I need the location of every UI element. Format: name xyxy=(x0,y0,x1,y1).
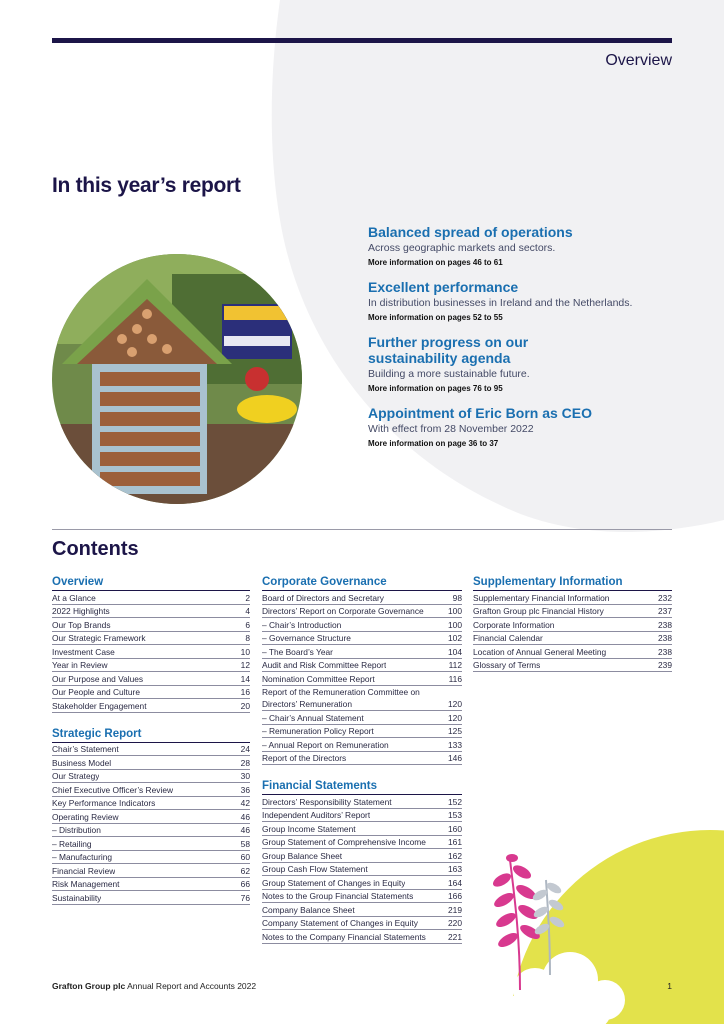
contents-entry[interactable] xyxy=(52,837,250,851)
contents-entry-label: Group Statement of Changes in Equity xyxy=(262,877,406,888)
contents-entry-label: Financial Calendar xyxy=(473,633,543,643)
contents-entry-page: 120 xyxy=(448,699,462,709)
contents-entry-page: 153 xyxy=(448,810,462,820)
contents-entry-page: 238 xyxy=(658,633,672,643)
contents-entry[interactable] xyxy=(52,770,250,784)
contents-entry-page: 4 xyxy=(245,606,250,616)
bug-hotel-photo xyxy=(52,254,302,504)
contents-entry[interactable] xyxy=(262,849,462,863)
contents-entry-page: 46 xyxy=(240,811,250,822)
contents-entry-label: Group Statement of Comprehensive Income xyxy=(262,837,426,847)
contents-entry-page: 152 xyxy=(448,796,462,807)
contents-entry-label: Group Balance Sheet xyxy=(262,850,343,861)
contents-entry[interactable] xyxy=(262,618,462,632)
contents-entry-page: 60 xyxy=(240,852,250,862)
contents-entry-page: 125 xyxy=(448,726,462,736)
page-number: 1 xyxy=(667,981,672,991)
contents-entry-label: Directors’ Report on Corporate Governance xyxy=(262,606,424,616)
contents-entry-page: 46 xyxy=(240,825,250,835)
contents-entry-label: – Chair’s Introduction xyxy=(262,619,342,630)
contents-entry[interactable] xyxy=(52,632,250,646)
contents-entry-label: Stakeholder Engagement xyxy=(52,700,147,711)
highlight-subtitle: In distribution businesses in Ireland and the Netherlands. xyxy=(368,297,633,309)
contents-entry-page: 2 xyxy=(245,592,250,603)
contents-entry-page: 30 xyxy=(240,771,250,781)
contents-entry-label: Our People and Culture xyxy=(52,687,140,697)
contents-entry-label: Chief Executive Officer’s Review xyxy=(52,784,174,795)
contents-entry-label: At a Glance xyxy=(52,592,96,603)
contents-entry-label: Supplementary Financial Information xyxy=(473,592,610,603)
contents-entry-label: Group Cash Flow Statement xyxy=(262,864,368,874)
contents-entry-page: 98 xyxy=(452,592,462,603)
contents-entry-label: Financial Review xyxy=(52,865,116,876)
top-rule xyxy=(52,38,672,43)
contents-entry[interactable] xyxy=(52,743,250,757)
contents-entry[interactable] xyxy=(262,917,462,931)
contents-entry[interactable] xyxy=(52,659,250,673)
contents-entry-label: Company Statement of Changes in Equity xyxy=(262,918,418,928)
contents-entry-page: 14 xyxy=(240,673,250,684)
contents-entry-label: Notes to the Group Financial Statements xyxy=(262,891,414,901)
contents-entry-page: 237 xyxy=(658,606,672,616)
contents-entry-label: – The Board’s Year xyxy=(262,646,333,657)
contents-entry-label: – Retailing xyxy=(52,838,92,849)
contents-entry[interactable] xyxy=(262,659,462,673)
contents-entry-page: 219 xyxy=(448,904,462,915)
contents-entry-label: – Manufacturing xyxy=(52,852,113,862)
contents-entry[interactable] xyxy=(262,672,462,686)
contents-entry-label: Investment Case xyxy=(52,646,115,657)
contents-entry[interactable] xyxy=(262,822,462,836)
contents-entry-label: Report of the Directors xyxy=(262,753,347,763)
leaf-plant-decoration xyxy=(480,800,724,1024)
contents-entry[interactable] xyxy=(262,738,462,752)
contents-entry-label: Sustainability xyxy=(52,892,102,903)
contents-entry-page: 100 xyxy=(448,606,462,616)
contents-entry-label: Risk Management xyxy=(52,879,120,889)
contents-group-title: Supplementary Information xyxy=(473,575,672,591)
highlight-more-link[interactable]: More information on pages 46 to 61 xyxy=(368,258,503,267)
highlight-item xyxy=(368,224,688,267)
contents-entry-label: Our Strategic Framework xyxy=(52,633,146,643)
highlight-more-link[interactable]: More information on pages 76 to 95 xyxy=(368,384,503,393)
contents-entry[interactable] xyxy=(262,711,462,725)
contents-entry-page: 163 xyxy=(448,864,462,874)
contents-entry-label: Company Balance Sheet xyxy=(262,904,355,915)
contents-entry[interactable] xyxy=(52,891,250,905)
contents-group-title: Financial Statements xyxy=(262,779,462,795)
contents-group-title: Overview xyxy=(52,575,250,591)
section-divider xyxy=(52,529,672,530)
contents-entry-label: Grafton Group plc Financial History xyxy=(473,606,604,616)
contents-group xyxy=(262,779,462,944)
contents-entry[interactable] xyxy=(262,752,462,766)
contents-entry[interactable] xyxy=(262,809,462,823)
contents-entry[interactable] xyxy=(262,930,462,944)
contents-entry-label: Board of Directors and Secretary xyxy=(262,592,384,603)
contents-entry-page: 133 xyxy=(448,739,462,750)
contents-entry-page: 42 xyxy=(240,798,250,808)
contents-entry[interactable] xyxy=(52,686,250,700)
contents-entry-label: Chair’s Statement xyxy=(52,744,119,754)
contents-entry-label: Corporate Information xyxy=(473,619,555,630)
contents-entry-page: 220 xyxy=(448,918,462,928)
contents-entry[interactable] xyxy=(262,632,462,646)
contents-entry[interactable] xyxy=(52,756,250,770)
contents-entry[interactable] xyxy=(262,876,462,890)
contents-entry[interactable] xyxy=(52,878,250,892)
contents-entry-label: Independent Auditors’ Report xyxy=(262,810,371,820)
contents-entry-page: 62 xyxy=(240,865,250,876)
contents-entry-page: 162 xyxy=(448,850,462,861)
highlight-title: Appointment of Eric Born as CEO xyxy=(368,405,593,421)
contents-entry-page: 239 xyxy=(658,660,672,670)
contents-entry-page: 66 xyxy=(240,879,250,889)
contents-entry[interactable] xyxy=(262,836,462,850)
contents-entry-label: Our Purpose and Values xyxy=(52,673,144,684)
contents-entry[interactable] xyxy=(262,725,462,739)
contents-entry[interactable] xyxy=(52,699,250,713)
contents-entry-page: 238 xyxy=(658,646,672,657)
contents-entry-label: – Chair’s Annual Statement xyxy=(262,712,364,723)
contents-entry-label: Report of the Remuneration Committee on Directors’ Remuneration xyxy=(262,687,420,709)
contents-entry-page: 238 xyxy=(658,619,672,630)
contents-entry-page: 120 xyxy=(448,712,462,723)
contents-entry-page: 112 xyxy=(448,660,462,670)
highlight-item xyxy=(368,279,688,322)
contents-entry-label: Group Income Statement xyxy=(262,823,356,834)
report-heading: In this year’s report xyxy=(52,174,241,197)
contents-entry-label: 2022 Highlights xyxy=(52,606,110,616)
contents-entry-label: Operating Review xyxy=(52,811,119,822)
contents-group xyxy=(473,575,672,672)
contents-group xyxy=(262,575,462,765)
contents-entry[interactable] xyxy=(262,686,462,712)
contents-entry-page: 12 xyxy=(240,660,250,670)
contents-entry[interactable] xyxy=(262,903,462,917)
contents-entry-label: Notes to the Company Financial Statements xyxy=(262,931,426,942)
contents-entry-page: 16 xyxy=(240,687,250,697)
contents-entry-page: 28 xyxy=(240,757,250,768)
highlight-title: Balanced spread of operations xyxy=(368,224,573,240)
contents-entry-page: 58 xyxy=(240,838,250,849)
contents-column-2 xyxy=(262,575,462,958)
footer-text xyxy=(52,981,256,991)
contents-entry-label: Audit and Risk Committee Report xyxy=(262,660,387,670)
contents-entry-label: Our Top Brands xyxy=(52,619,111,630)
contents-entry-label: Directors’ Responsibility Statement xyxy=(262,796,392,807)
contents-entry[interactable] xyxy=(52,810,250,824)
footer-doc: Annual Report and Accounts 2022 xyxy=(125,981,257,991)
contents-entry[interactable] xyxy=(52,851,250,865)
contents-entry-page: 160 xyxy=(448,823,462,834)
contents-entry[interactable] xyxy=(52,797,250,811)
contents-entry[interactable] xyxy=(473,632,672,646)
contents-entry[interactable] xyxy=(262,863,462,877)
contents-entry-page: 146 xyxy=(448,753,462,763)
contents-entry[interactable] xyxy=(52,824,250,838)
contents-entry-label: – Annual Report on Remuneration xyxy=(262,739,389,750)
contents-entry-page: 104 xyxy=(448,646,462,657)
contents-entry-page: 20 xyxy=(240,700,250,711)
contents-entry-page: 76 xyxy=(240,892,250,903)
contents-entry[interactable] xyxy=(262,795,462,809)
contents-entry[interactable] xyxy=(262,605,462,619)
contents-entry-label: – Remuneration Policy Report xyxy=(262,726,374,736)
contents-column-3 xyxy=(473,575,672,686)
contents-heading: Contents xyxy=(52,538,139,560)
contents-group-title: Corporate Governance xyxy=(262,575,462,591)
contents-entry-label: Nomination Committee Report xyxy=(262,673,375,684)
highlight-more-link[interactable]: More information on page 36 to 37 xyxy=(368,439,499,448)
footer-company: Grafton Group plc xyxy=(52,981,126,991)
contents-entry[interactable] xyxy=(473,645,672,659)
contents-entry[interactable] xyxy=(52,864,250,878)
contents-entry-label: – Distribution xyxy=(52,825,101,835)
contents-group xyxy=(52,727,250,905)
contents-entry-label: Year in Review xyxy=(52,660,108,670)
highlight-title: Excellent performance xyxy=(368,279,519,295)
contents-entry[interactable] xyxy=(473,605,672,619)
contents-entry[interactable] xyxy=(52,591,250,605)
contents-entry-page: 232 xyxy=(658,592,672,603)
contents-entry[interactable] xyxy=(262,890,462,904)
contents-entry[interactable] xyxy=(262,645,462,659)
contents-entry-label: Glossary of Terms xyxy=(473,660,541,670)
highlight-subtitle: With effect from 28 November 2022 xyxy=(368,423,534,435)
highlight-subtitle: Building a more sustainable future. xyxy=(368,368,530,380)
contents-entry-page: 6 xyxy=(245,619,250,630)
contents-entry-page: 24 xyxy=(240,744,250,754)
contents-entry[interactable] xyxy=(52,783,250,797)
contents-entry[interactable] xyxy=(473,618,672,632)
contents-entry-page: 164 xyxy=(448,877,462,888)
contents-entry-page: 102 xyxy=(448,633,462,643)
contents-entry-label: Business Model xyxy=(52,757,112,768)
contents-entry-page: 100 xyxy=(448,619,462,630)
highlights-list xyxy=(368,224,688,460)
contents-entry[interactable] xyxy=(473,591,672,605)
contents-group-title: Strategic Report xyxy=(52,727,250,743)
contents-entry[interactable] xyxy=(52,605,250,619)
contents-entry-page: 8 xyxy=(245,633,250,643)
contents-entry-page: 36 xyxy=(240,784,250,795)
contents-entry[interactable] xyxy=(262,591,462,605)
contents-group xyxy=(52,575,250,713)
contents-entry-page: 221 xyxy=(448,931,462,942)
contents-entry[interactable] xyxy=(52,618,250,632)
highlight-more-link[interactable]: More information on pages 52 to 55 xyxy=(368,313,503,322)
section-title: Overview xyxy=(605,52,672,69)
contents-entry-label: Location of Annual General Meeting xyxy=(473,646,607,657)
contents-entry-page: 161 xyxy=(448,837,462,847)
contents-entry-label: Our Strategy xyxy=(52,771,100,781)
contents-entry-label: – Governance Structure xyxy=(262,633,351,643)
contents-entry-page: 116 xyxy=(448,673,462,684)
highlight-item xyxy=(368,334,688,393)
highlight-subtitle: Across geographic markets and sectors. xyxy=(368,242,556,254)
contents-entry-page: 10 xyxy=(240,646,250,657)
highlight-title: Further progress on our sustainability agenda xyxy=(368,334,529,366)
contents-entry[interactable] xyxy=(52,672,250,686)
contents-column-1 xyxy=(52,575,250,919)
contents-entry[interactable] xyxy=(52,645,250,659)
contents-entry-label: Key Performance Indicators xyxy=(52,798,156,808)
highlight-item xyxy=(368,405,688,448)
contents-entry-page: 166 xyxy=(448,891,462,901)
contents-entry[interactable] xyxy=(473,659,672,673)
